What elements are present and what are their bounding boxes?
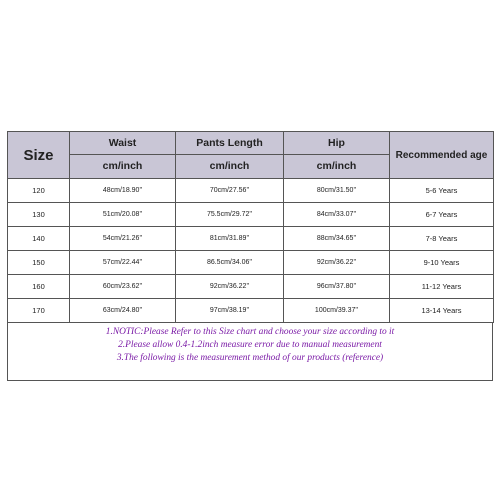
cell-age: 7-8 Years [390,227,494,251]
table-row [8,251,494,275]
cell-waist: 57cm/22.44'' [70,251,176,275]
cell-age: 9-10 Years [390,251,494,275]
header-pants-length-unit: cm/inch [176,154,284,178]
cell-size: 150 [8,251,70,275]
header-waist-unit: cm/inch [70,154,176,178]
table-row [8,203,494,227]
cell-hip: 92cm/36.22'' [284,251,390,275]
cell-age: 5-6 Years [390,179,494,203]
header-waist: Waist [70,132,176,155]
cell-waist: 54cm/21.26'' [70,227,176,251]
cell-size: 120 [8,179,70,203]
cell-pants-length: 86.5cm/34.06'' [176,251,284,275]
cell-pants-length: 81cm/31.89'' [176,227,284,251]
cell-size: 160 [8,275,70,299]
note-line: 1.NOTIC:Please Refer to this Size chart and choose your size according to it [105,327,395,337]
cell-size: 130 [8,203,70,227]
cell-pants-length: 92cm/36.22'' [176,275,284,299]
size-chart [7,131,493,381]
cell-pants-length: 70cm/27.56'' [176,179,284,203]
cell-waist: 48cm/18.90'' [70,179,176,203]
header-recommended-age: Recommended age [390,132,494,179]
cell-hip: 88cm/34.65'' [284,227,390,251]
cell-waist: 51cm/20.08'' [70,203,176,227]
notes-box [7,323,493,381]
cell-age: 13-14 Years [390,299,494,323]
cell-waist: 60cm/23.62'' [70,275,176,299]
note-line: 2.Please allow 0.4-1.2inch measure error due to manual measurement [118,340,382,350]
header-hip-unit: cm/inch [284,154,390,178]
table-row [8,179,494,203]
cell-size: 140 [8,227,70,251]
cell-size: 170 [8,299,70,323]
cell-pants-length: 75.5cm/29.72'' [176,203,284,227]
table-row [8,299,494,323]
header-pants-length: Pants Length [176,132,284,155]
note-line: 3.The following is the measurement method of our products (reference) [116,353,384,363]
cell-age: 6-7 Years [390,203,494,227]
cell-hip: 80cm/31.50'' [284,179,390,203]
cell-hip: 96cm/37.80'' [284,275,390,299]
cell-hip: 100cm/39.37'' [284,299,390,323]
table-row [8,275,494,299]
cell-pants-length: 97cm/38.19'' [176,299,284,323]
cell-age: 11-12 Years [390,275,494,299]
header-hip: Hip [284,132,390,155]
cell-hip: 84cm/33.07'' [284,203,390,227]
size-table [7,131,494,323]
cell-waist: 63cm/24.80'' [70,299,176,323]
header-size: Size [8,132,70,179]
table-row [8,227,494,251]
